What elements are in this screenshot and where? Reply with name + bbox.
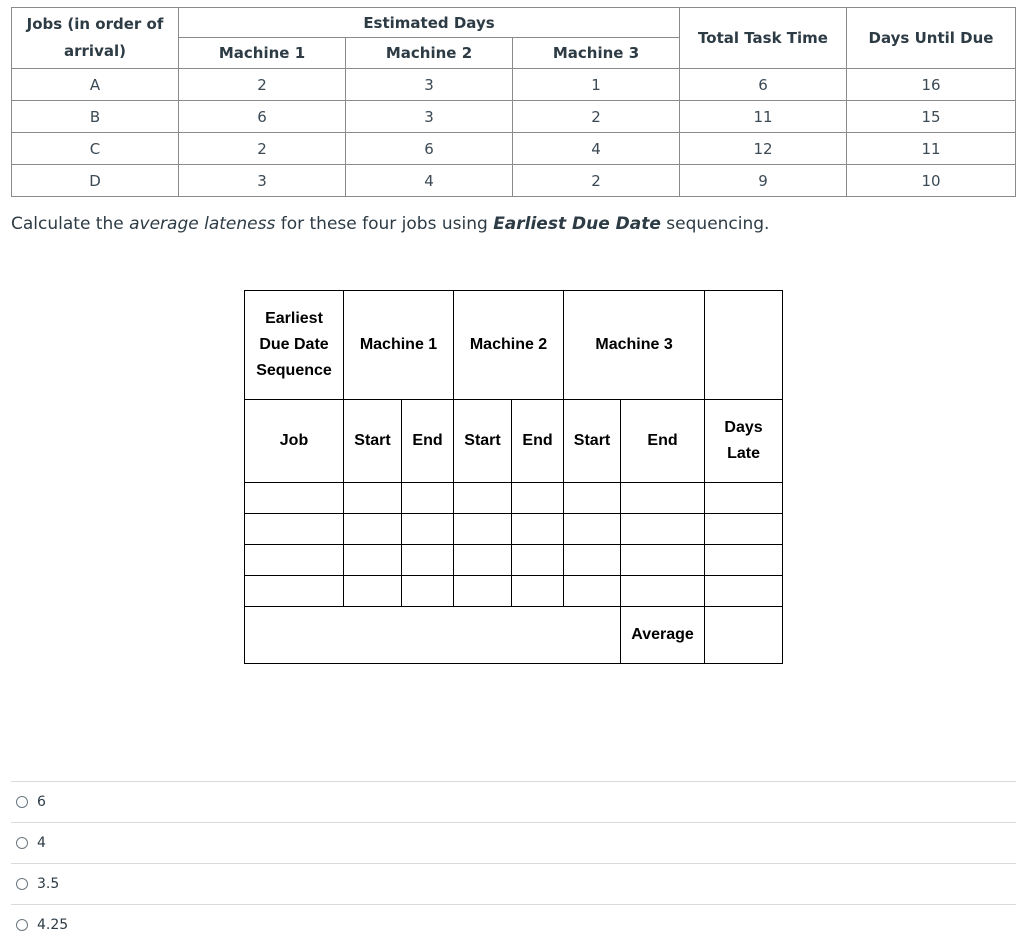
blank-cell bbox=[564, 483, 621, 514]
total-cell: 12 bbox=[680, 133, 847, 165]
job-cell: C bbox=[12, 133, 179, 165]
due-cell: 15 bbox=[847, 101, 1016, 133]
table-row bbox=[12, 165, 1016, 197]
blank-cell bbox=[705, 545, 783, 576]
job-cell: D bbox=[12, 165, 179, 197]
blank-cell bbox=[245, 483, 344, 514]
table-row bbox=[245, 545, 783, 576]
m2-cell: 3 bbox=[346, 101, 513, 133]
machine-2-header: Machine 2 bbox=[346, 38, 513, 69]
answer-option[interactable] bbox=[11, 781, 1016, 822]
edd-end-header: End bbox=[512, 400, 564, 483]
job-cell: B bbox=[12, 101, 179, 133]
blank-cell bbox=[454, 483, 512, 514]
blank-cell bbox=[705, 514, 783, 545]
m2-cell: 6 bbox=[346, 133, 513, 165]
m3-cell: 2 bbox=[513, 165, 680, 197]
m1-cell: 2 bbox=[179, 69, 346, 101]
m1-cell: 2 bbox=[179, 133, 346, 165]
blank-cell bbox=[402, 576, 454, 607]
edd-start-header: Start bbox=[454, 400, 512, 483]
edd-job-header: Job bbox=[245, 400, 344, 483]
due-cell: 11 bbox=[847, 133, 1016, 165]
blank-cell bbox=[621, 483, 705, 514]
blank-cell bbox=[705, 576, 783, 607]
question-emphasis: average lateness bbox=[129, 214, 276, 234]
edd-sequence-line: Earliest bbox=[265, 310, 323, 327]
answer-option-label: 3.5 bbox=[37, 876, 60, 892]
answer-option[interactable] bbox=[11, 822, 1016, 863]
edd-start-header: Start bbox=[344, 400, 402, 483]
edd-end-header: End bbox=[402, 400, 454, 483]
blank-cell bbox=[512, 545, 564, 576]
due-cell: 16 bbox=[847, 69, 1016, 101]
edd-start-header: Start bbox=[564, 400, 621, 483]
table-row bbox=[245, 483, 783, 514]
blank-cell bbox=[344, 576, 402, 607]
table-row bbox=[12, 69, 1016, 101]
blank-cell bbox=[512, 514, 564, 545]
question-strong: Earliest Due Date bbox=[493, 214, 661, 234]
blank-cell bbox=[564, 514, 621, 545]
total-task-time-header: Total Task Time bbox=[680, 8, 847, 69]
question-part: for these four jobs using bbox=[275, 214, 494, 234]
m3-cell: 1 bbox=[513, 69, 680, 101]
edd-sequence-line: Sequence bbox=[256, 362, 332, 379]
blank-cell bbox=[512, 483, 564, 514]
edd-sequence-line: Due Date bbox=[259, 336, 329, 353]
blank-cell bbox=[621, 514, 705, 545]
edd-days-late-line: Late bbox=[727, 445, 760, 462]
blank-cell bbox=[454, 514, 512, 545]
radio-icon[interactable] bbox=[16, 878, 28, 890]
machine-3-header: Machine 3 bbox=[513, 38, 680, 69]
blank-cell bbox=[344, 514, 402, 545]
total-cell: 6 bbox=[680, 69, 847, 101]
m1-cell: 3 bbox=[179, 165, 346, 197]
radio-icon[interactable] bbox=[16, 796, 28, 808]
table-row bbox=[245, 576, 783, 607]
answer-options bbox=[11, 781, 1016, 945]
radio-icon[interactable] bbox=[16, 919, 28, 931]
m2-cell: 4 bbox=[346, 165, 513, 197]
total-cell: 11 bbox=[680, 101, 847, 133]
edd-days-late-line: Days bbox=[724, 419, 763, 436]
blank-cell bbox=[402, 483, 454, 514]
table-row bbox=[12, 101, 1016, 133]
due-cell: 10 bbox=[847, 165, 1016, 197]
blank-cell bbox=[512, 576, 564, 607]
question-part: sequencing. bbox=[660, 214, 770, 234]
edd-empty-header bbox=[705, 291, 783, 400]
blank-cell bbox=[454, 545, 512, 576]
answer-option-label: 4.25 bbox=[37, 917, 69, 933]
question-part: Calculate the bbox=[11, 214, 130, 234]
blank-cell bbox=[564, 576, 621, 607]
blank-cell bbox=[402, 514, 454, 545]
estimated-days-header: Estimated Days bbox=[179, 8, 680, 38]
average-value-cell bbox=[705, 607, 783, 664]
days-until-due-header: Days Until Due bbox=[847, 8, 1016, 69]
machine-1-header: Machine 1 bbox=[179, 38, 346, 69]
edd-sequence-header bbox=[245, 291, 344, 400]
m1-cell: 6 bbox=[179, 101, 346, 133]
blank-cell bbox=[454, 576, 512, 607]
edd-days-late-header bbox=[705, 400, 783, 483]
answer-option-label: 4 bbox=[37, 835, 46, 851]
edd-machine-1-header: Machine 1 bbox=[344, 291, 454, 400]
answer-option-label: 6 bbox=[37, 794, 46, 810]
table-row bbox=[12, 133, 1016, 165]
edd-machine-3-header: Machine 3 bbox=[564, 291, 705, 400]
blank-cell bbox=[621, 545, 705, 576]
average-blank-cell bbox=[245, 607, 621, 664]
m3-cell: 4 bbox=[513, 133, 680, 165]
m3-cell: 2 bbox=[513, 101, 680, 133]
m2-cell: 3 bbox=[346, 69, 513, 101]
answer-option[interactable] bbox=[11, 863, 1016, 904]
blank-cell bbox=[402, 545, 454, 576]
job-cell: A bbox=[12, 69, 179, 101]
question-text bbox=[11, 214, 769, 234]
blank-cell bbox=[344, 483, 402, 514]
edd-machine-2-header: Machine 2 bbox=[454, 291, 564, 400]
blank-cell bbox=[621, 576, 705, 607]
blank-cell bbox=[245, 545, 344, 576]
edd-sequence-table bbox=[244, 290, 783, 664]
blank-cell bbox=[245, 576, 344, 607]
total-cell: 9 bbox=[680, 165, 847, 197]
blank-cell bbox=[705, 483, 783, 514]
blank-cell bbox=[564, 545, 621, 576]
average-label: Average bbox=[621, 607, 705, 664]
edd-end-header: End bbox=[621, 400, 705, 483]
blank-cell bbox=[245, 514, 344, 545]
job-data-table bbox=[11, 7, 1016, 197]
blank-cell bbox=[344, 545, 402, 576]
answer-option[interactable] bbox=[11, 904, 1016, 945]
jobs-header: Jobs (in order of arrival) bbox=[12, 8, 179, 69]
radio-icon[interactable] bbox=[16, 837, 28, 849]
table-row bbox=[245, 514, 783, 545]
